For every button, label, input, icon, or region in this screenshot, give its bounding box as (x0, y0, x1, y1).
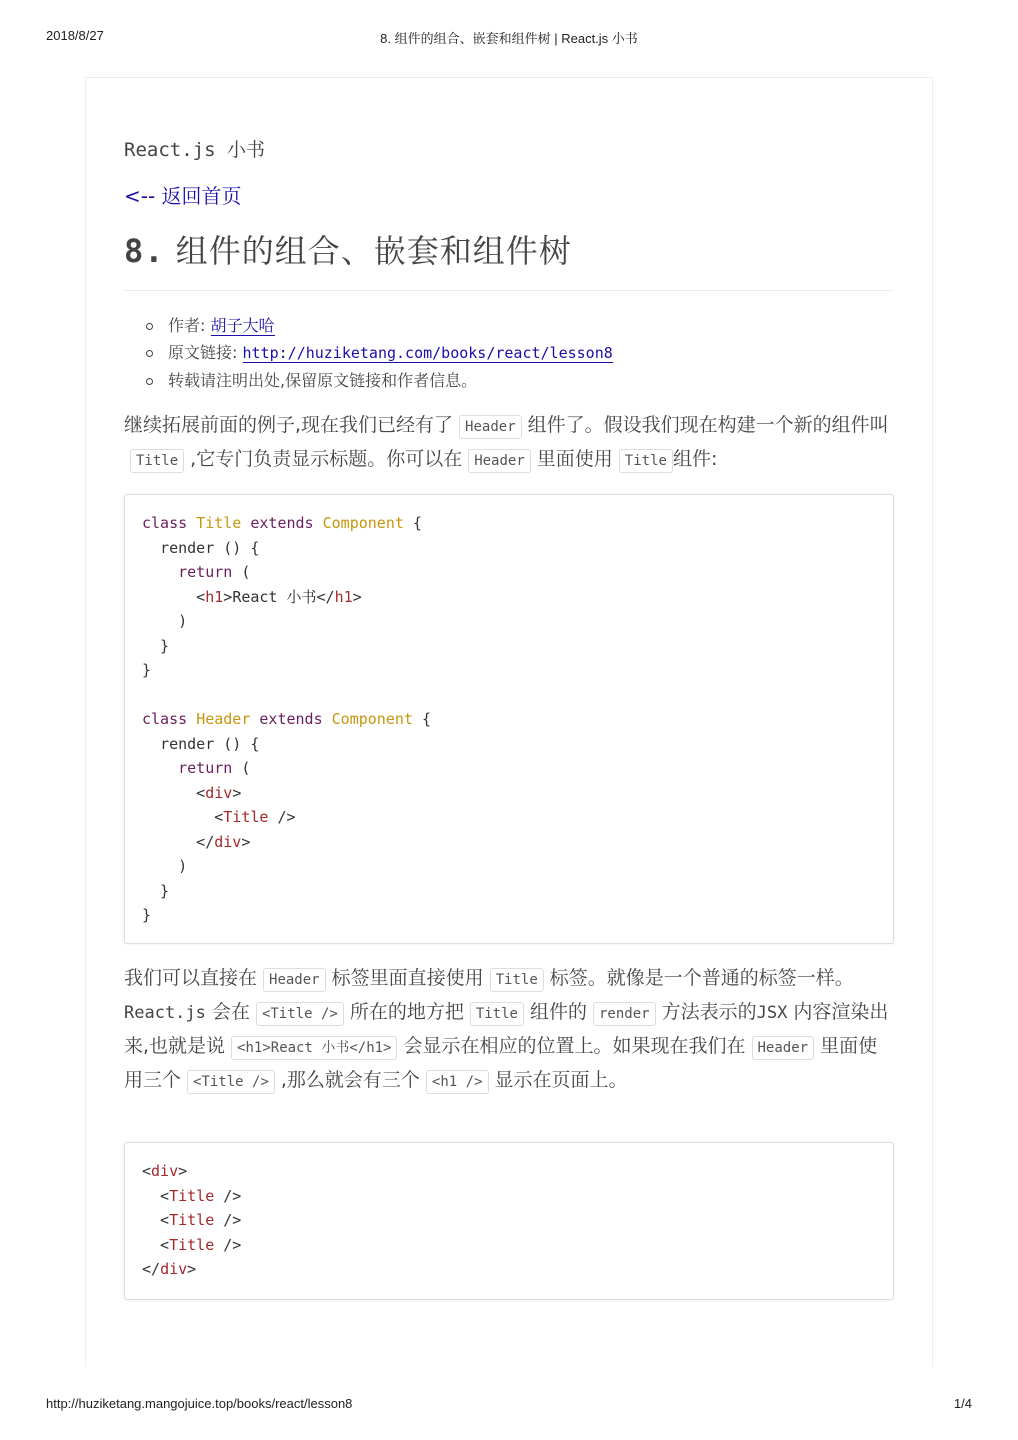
lesson-title: 组件的组合、嵌套和组件树 (175, 232, 572, 270)
source-url-link[interactable]: http://huziketang.com/books/react/lesson8 (242, 344, 613, 362)
print-url: http://huziketang.mangojuice.top/books/react/lesson8 (46, 1396, 353, 1411)
title-divider (124, 290, 894, 291)
page-title (124, 226, 572, 272)
meta-notice: 转载请注明出处,保留原文链接和作者信息。 (146, 367, 613, 394)
print-header (0, 28, 1018, 46)
code-block-jsx: <div> <Title /> <Title /> <Title /> </div> (124, 1142, 894, 1300)
back-to-home-link[interactable]: <-- 返回首页 (124, 184, 242, 208)
site-title: React.js 小书 (124, 139, 265, 161)
author-link[interactable]: 胡子大哈 (210, 316, 275, 335)
print-date: 2018/8/27 (46, 28, 104, 43)
inline-code: Header (459, 415, 522, 439)
inline-code: <h1 /> (426, 1070, 489, 1094)
source-label: 原文链接: (168, 343, 238, 362)
inline-code: <Title /> (256, 1002, 344, 1026)
inline-code: render (593, 1002, 656, 1026)
inline-code: Header (263, 968, 326, 992)
print-page-number: 1/4 (953, 1396, 972, 1411)
inline-code: Title (490, 968, 544, 992)
print-doc-title: 8. 组件的组合、嵌套和组件树 | React.js 小书 (380, 31, 638, 46)
meta-author (146, 312, 613, 339)
inline-code: Title (470, 1002, 524, 1026)
inline-code: <h1>React 小书</h1> (231, 1036, 397, 1060)
code-block-components: class Title extends Component { render () { return ( <h1>React 小书</h1> ) } } class Header extends Component { render () { return ( <div> <Title /> </div> ) } } (124, 494, 894, 944)
inline-code: Title (130, 449, 184, 473)
paragraph-intro: 继续拓展前面的例子,现在我们已经有了 Header 组件了。假设我们现在构建一个新的组件叫Title ,它专门负责显示标题。你可以在 Header 里面使用 Title 组件: (124, 409, 894, 477)
inline-code: Header (752, 1036, 815, 1060)
meta-source (146, 339, 613, 367)
lesson-number: 8. (124, 232, 165, 270)
paragraph-explanation: 我们可以直接在 Header 标签里面直接使用 Title 标签。就像是一个普通的标签一样。React.js 会在 <Title /> 所在的地方把 Title 组件的 render 方法表示的JSX 内容渲染出来,也就是说 <h1>React 小书</h1> 会显示在相应的位置上。如果现在我们在 Header 里面使用三个 <Title /> ,那么就会有三个 <h1 /> 显示在页面上。 (124, 962, 894, 1098)
inline-code: Header (468, 449, 531, 473)
author-label: 作者: (168, 316, 206, 335)
article-meta-list (146, 312, 613, 394)
inline-code: <Title /> (187, 1070, 275, 1094)
inline-code: Title (619, 449, 673, 473)
print-footer (0, 1396, 1018, 1414)
